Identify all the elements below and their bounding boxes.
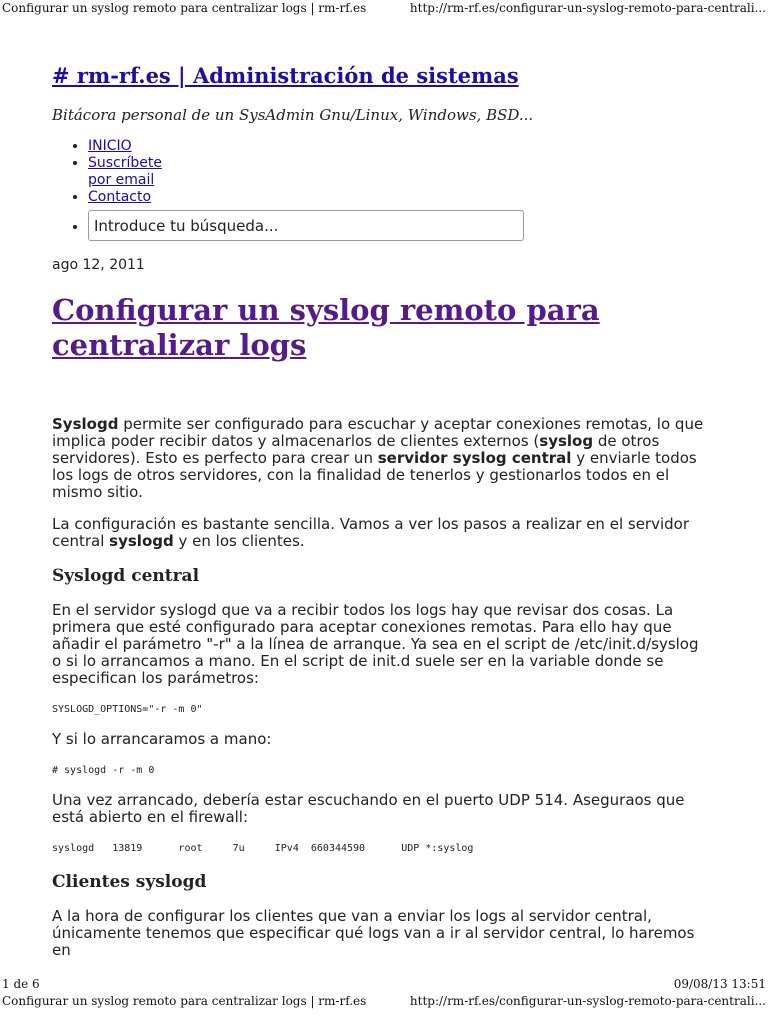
nav-item-suscribete <box>88 155 712 189</box>
bold-servidor-central: servidor syslog central <box>377 449 572 467</box>
nav-link-suscribete[interactable]: Suscríbete por email <box>88 155 162 188</box>
text-segment: y enviarle todos los logs de otros servidores, con la finalidad de tenerlos y gestionarlos todos en el mismo sitio. <box>52 449 697 501</box>
post-body <box>52 416 712 959</box>
print-header-title: Configurar un syslog remoto para centralizar logs | rm-rf.es <box>2 1 367 15</box>
page-content <box>52 56 712 959</box>
print-footer-urlbar <box>0 993 768 1009</box>
nav-link-contacto[interactable]: Contacto <box>88 189 152 205</box>
nav-item-contacto <box>88 189 712 206</box>
paragraph-intro <box>52 416 712 501</box>
paragraph-server: En el servidor syslogd que va a recibir todos los logs hay que revisar dos cosas. La primera que esté configurado para aceptar conexiones remotas. Para ello hay que añadir el parámetro "-r" a la línea de arranque. Ya sea en el script de /etc/init.d/syslog o si lo arrancamos a mano. En el script de init.d suele ser en la variable donde se especifican los parámetros: <box>52 601 699 687</box>
heading-syslogd-central: Syslogd central <box>52 566 200 586</box>
paragraph-manual: Y si lo arrancaramos a mano: <box>52 730 272 748</box>
bold-syslogd: Syslogd <box>52 415 119 433</box>
heading-clientes-syslogd: Clientes syslogd <box>52 872 207 892</box>
bold-syslogd-2: syslogd <box>109 532 174 550</box>
print-footer-pagebar <box>0 976 768 992</box>
nav-link-inicio[interactable]: INICIO <box>88 138 132 154</box>
paragraph-config <box>52 516 712 550</box>
post-title-link[interactable]: Configurar un syslog remoto para centralizar logs <box>52 293 600 362</box>
print-header-url: http://rm-rf.es/configurar-un-syslog-remoto-para-centrali... <box>409 1 766 15</box>
print-header <box>0 0 768 16</box>
nav-item-search <box>88 210 712 241</box>
page-number: 1 de 6 <box>2 977 40 991</box>
print-footer-url: http://rm-rf.es/configurar-un-syslog-remoto-para-centrali... <box>409 994 766 1008</box>
search-input[interactable] <box>88 210 524 241</box>
text-segment: La configuración es bastante sencilla. Vamos a ver los pasos a realizar en el servidor central <box>52 515 689 550</box>
post-date: ago 12, 2011 <box>52 257 145 273</box>
nav-item-inicio <box>88 138 712 155</box>
text-segment: permite ser configurado para escuchar y aceptar conexiones remotas, lo que implica poder recibir datos y almacenarlos de clientes externos ( <box>52 415 704 450</box>
post-title <box>52 293 712 363</box>
code-block-options: SYSLOGD_OPTIONS="-r -m 0" <box>52 704 203 715</box>
main-nav <box>52 138 712 241</box>
print-footer-title: Configurar un syslog remoto para centralizar logs | rm-rf.es <box>2 994 367 1008</box>
paragraph-clients: A la hora de configurar los clientes que van a enviar los logs al servidor central, únicamente tenemos que especificar qué logs van a ir al servidor central, lo haremos en <box>52 907 695 959</box>
site-title-link[interactable]: # rm-rf.es | Administración de sistemas <box>52 63 519 88</box>
site-description: Bitácora personal de un SysAdmin Gnu/Linux, Windows, BSD... <box>52 106 534 124</box>
text-segment: y en los clientes. <box>173 532 305 550</box>
code-block-listening: syslogd 13819 root 7u IPv4 660344590 UDP *:syslog <box>52 843 474 854</box>
site-title <box>52 56 712 96</box>
paragraph-udp: Una vez arrancado, debería estar escuchando en el puerto UDP 514. Aseguraos que está abierto en el firewall: <box>52 791 685 826</box>
bold-syslog: syslog <box>539 432 594 450</box>
code-block-command: # syslogd -r -m 0 <box>52 765 155 776</box>
print-datetime: 09/08/13 13:51 <box>673 977 766 991</box>
text-segment: de otros servidores). Esto es perfecto para crear un <box>52 432 660 467</box>
